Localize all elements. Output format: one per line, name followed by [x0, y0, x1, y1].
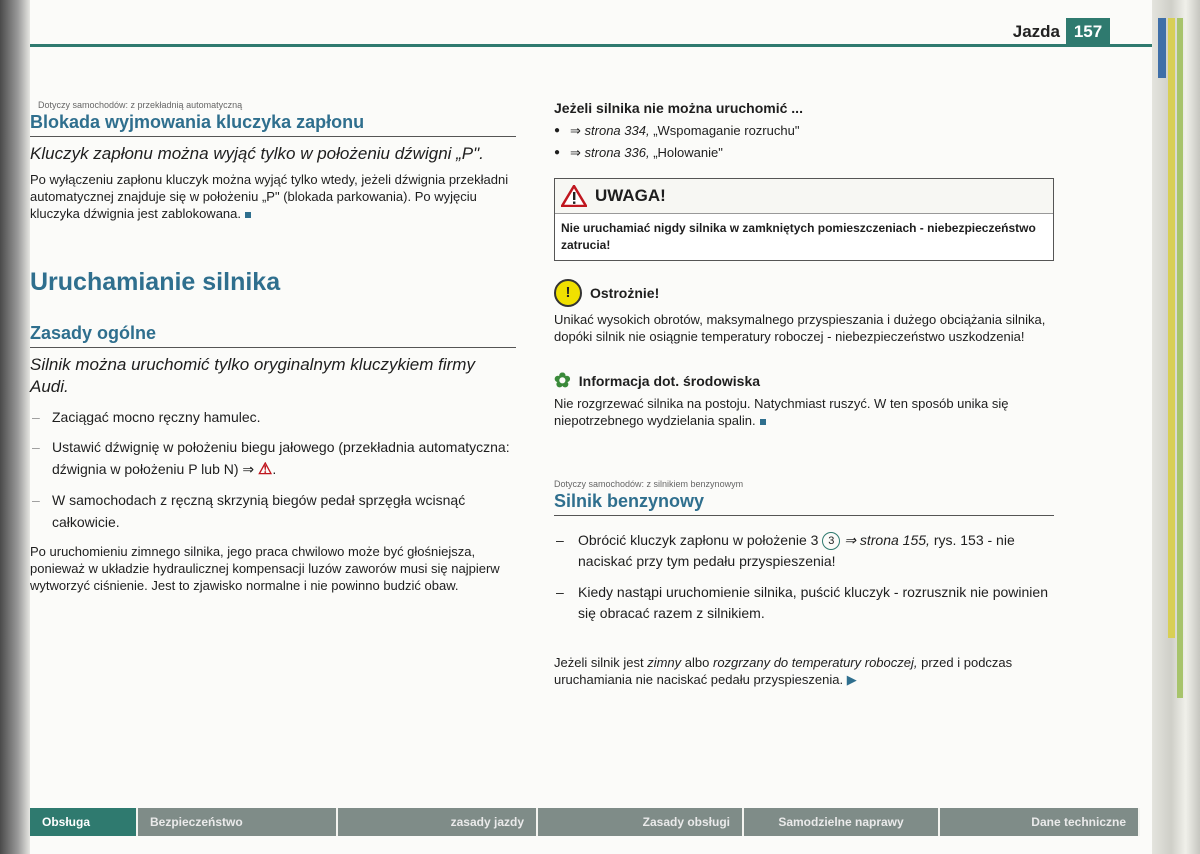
- applicability-note: Dotyczy samochodów: z silnikiem benzynowym: [554, 479, 744, 489]
- section-heading-key-lock: Blokada wyjmowania kluczyka zapłonu: [30, 112, 516, 137]
- page-reference: strona 336,: [584, 145, 650, 160]
- no-start-heading: Jeżeli silnika nie można uruchomić ...: [554, 100, 803, 116]
- tab-dane-techniczne: Dane techniczne: [940, 808, 1140, 836]
- chapter-heading-engine-start: Uruchamianie silnika: [30, 268, 281, 296]
- tab-obsluga: Obsługa: [30, 808, 138, 836]
- caution-header: [554, 279, 1054, 307]
- warning-triangle-icon: ⚠: [258, 461, 273, 478]
- chapter-tabs: [30, 808, 1160, 836]
- warning-text: Nie uruchamiać nigdy silnika w zamkniętych pomieszczeniach - niebezpieczeństwo zatrucia!: [555, 214, 1053, 260]
- tab-zasady-jazdy: zasady jazdy: [338, 808, 538, 836]
- lead-text-key-lock: Kluczyk zapłonu można wyjąć tylko w położeniu dźwigni „P".: [30, 144, 484, 163]
- body-text-key-lock: Po wyłączeniu zapłonu kluczyk można wyjąć tylko wtedy, jeżeli dźwignia przekładni automatycznej znajduje się w położeniu „P" (blokada parkowania). Po wyjęciu kluczyka dźwignia jest zablokowana.: [30, 172, 509, 221]
- page-edge-tabs: [1152, 0, 1200, 854]
- warning-triangle-icon: [561, 185, 587, 207]
- edge-tab-green: [1177, 18, 1183, 698]
- step-item: – W samochodach z ręczną skrzynią biegów pedał sprzęgła wcisnąć całkowicie.: [52, 489, 516, 533]
- final-note: Jeżeli silnik jest zimny albo rozgrzany do temperatury roboczej, przed i podczas uruchamiania nie naciskać pedału przyspieszenia. ▶: [554, 655, 1013, 687]
- binding-edge: [0, 0, 30, 854]
- warning-header: [555, 179, 1053, 214]
- edge-tab-blue: [1158, 18, 1166, 78]
- end-mark: [760, 419, 766, 425]
- applicability-note: Dotyczy samochodów: z przekładnią automatyczną: [38, 100, 243, 110]
- caution-text: Unikać wysokich obrotów, maksymalnego przyspieszania i dużego obciążania silnika, dopóki silnik nie osiągnie temperatury roboczej - niebezpieczeństwo uszkodzenia!: [554, 312, 1046, 344]
- tab-samodzielne-naprawy: Samodzielne naprawy: [744, 808, 940, 836]
- environment-flower-icon: ✿: [554, 370, 571, 392]
- page-reference: strona 334,: [584, 123, 650, 138]
- warning-box: [554, 178, 1054, 261]
- caution-icon: !: [554, 279, 582, 307]
- cross-reference: ● ⇒ strona 336, „Holowanie": [570, 142, 1054, 164]
- section-heading-general: Zasady ogólne: [30, 323, 516, 348]
- end-mark: [245, 212, 251, 218]
- step-item: – Ustawić dźwignię w położeniu biegu jałowego (przekładnia automatyczna: dźwignia w położeniu P lub N) ⇒ ⚠.: [52, 436, 516, 481]
- section-heading-petrol: Silnik benzynowy: [554, 491, 1054, 516]
- callout-number: 3: [822, 532, 840, 550]
- cross-reference: ● ⇒ strona 334, „Wspomaganie rozruchu": [570, 120, 1054, 142]
- header-rule: [30, 44, 1152, 47]
- warning-title: UWAGA!: [595, 186, 666, 205]
- environment-title: Informacja dot. środowiska: [578, 373, 761, 389]
- chapter-title: Jazda: [1012, 22, 1060, 41]
- environment-text: Nie rozgrzewać silnika na postoju. Natychmiast ruszyć. W ten sposób unika się niepotrzebnego wydzielania spalin.: [554, 396, 1009, 428]
- continue-arrow-icon: ▶: [846, 672, 857, 687]
- right-column: [554, 100, 1054, 688]
- tab-zasady-obslugi: Zasady obsługi: [538, 808, 744, 836]
- page-reference: ⇒ strona 155,: [844, 532, 930, 548]
- tab-bezpieczenstwo: Bezpieczeństwo: [138, 808, 338, 836]
- step-item: – Obrócić kluczyk zapłonu w położenie 3 3 ⇒ strona 155, rys. 153 - nie naciskać przy tym pedału przyspieszenia!: [578, 530, 1054, 572]
- left-column: [30, 100, 516, 598]
- edge-tab-yellow: [1168, 18, 1175, 638]
- caution-title: Ostrożnie!: [590, 285, 660, 301]
- step-item: – Kiedy nastąpi uruchomienie silnika, puścić kluczyk - rozrusznik nie powinien się obracać razem z silnikiem.: [578, 582, 1054, 624]
- body-text-cold-start: Po uruchomieniu zimnego silnika, jego praca chwilowo może być głośniejsza, ponieważ w układzie hydraulicznej kompensacji luzów zaworów musi się najpierw wytworzyć ciśnienie. Jest to zjawisko normalne i nie powinno budzić obaw.: [30, 544, 500, 593]
- environment-header: [554, 371, 1054, 391]
- page-number: 157: [1066, 18, 1110, 46]
- step-item: – Zaciągać mocno ręczny hamulec.: [52, 406, 516, 428]
- lead-text-key: Silnik można uruchomić tylko oryginalnym kluczykiem firmy Audi.: [30, 355, 475, 396]
